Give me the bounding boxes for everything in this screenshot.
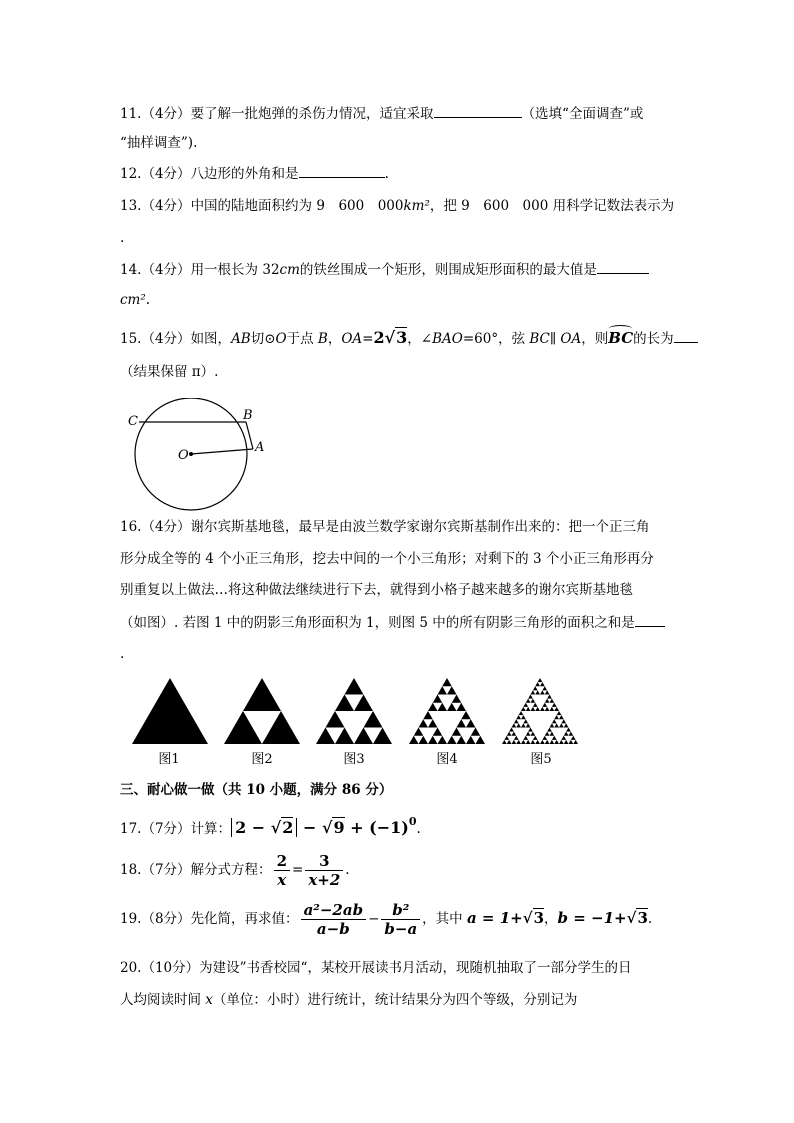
sierpinski-level-4-triangle bbox=[423, 711, 433, 719]
q11-continued: “抽样调查”). bbox=[120, 135, 198, 151]
sierpinski-level-5-triangle bbox=[552, 703, 557, 707]
q19-number: 19.（8分） bbox=[120, 911, 191, 927]
sierpinski-level-5-triangle bbox=[526, 723, 531, 727]
sierpinski-level-4-triangle bbox=[433, 695, 443, 703]
sierpinski-level-4-triangle bbox=[452, 728, 462, 736]
sierpinski-level-5-triangle bbox=[535, 682, 540, 686]
q19-text-mid: ，其中 bbox=[422, 911, 467, 927]
sierpinski-level-5-triangle bbox=[545, 690, 550, 694]
sierpinski-level-5-triangle bbox=[533, 736, 538, 740]
sierpinski-level-5-triangle bbox=[533, 686, 538, 690]
sierpinski-level-5-triangle bbox=[502, 740, 507, 744]
q11-tail: （选填“全面调查”或 bbox=[521, 106, 644, 122]
sierpinski-level-5-triangle bbox=[535, 707, 540, 711]
sierpinski-level-5-triangle bbox=[528, 695, 533, 699]
sierpinski-level-5-triangle bbox=[545, 740, 550, 744]
sierpinski-level-5-triangle bbox=[545, 732, 550, 736]
label-o: O bbox=[178, 448, 189, 463]
q20-x: x bbox=[205, 992, 213, 1008]
sierpinski-level-5-triangle bbox=[552, 736, 557, 740]
q15-b: B bbox=[317, 331, 328, 347]
sierpinski-level-5-triangle bbox=[538, 678, 543, 682]
sierpinski-level-5-triangle bbox=[531, 690, 536, 694]
q15-text: =60°，弦 bbox=[462, 331, 530, 347]
q17-sqrt9: 9 bbox=[333, 818, 345, 837]
sierpinski-level-5-triangle bbox=[512, 732, 517, 736]
sierpinski-level-5-triangle bbox=[531, 740, 536, 744]
q15-ab: AB bbox=[231, 331, 251, 347]
sierpinski-level-5-triangle bbox=[561, 719, 566, 723]
sierpinski-level-4-triangle bbox=[438, 686, 448, 694]
q19-tail: . bbox=[647, 911, 653, 927]
sierpinski-level-5-triangle bbox=[519, 711, 524, 715]
sierpinski-level-4-triangle bbox=[471, 728, 481, 736]
q13-tail: ，把 9 600 000 用科学记数法表示为 bbox=[429, 198, 675, 214]
sierpinski-level-4-triangle bbox=[428, 736, 438, 744]
sierpinski-level-1-triangle bbox=[132, 678, 208, 744]
q15-bc: BC bbox=[529, 331, 550, 347]
sierpinski-level-5-triangle bbox=[542, 736, 547, 740]
q20-text: 人均阅读时间 bbox=[120, 992, 206, 1008]
sierpinski-level-5-triangle bbox=[521, 707, 526, 711]
sierpinski-level-4-triangle bbox=[457, 736, 467, 744]
sierpinski-level-4-triangle bbox=[442, 678, 452, 686]
fig-label-3: 图3 bbox=[343, 752, 365, 767]
sierpinski-level-4-triangle bbox=[457, 703, 467, 711]
sierpinski-level-5-triangle bbox=[547, 695, 552, 699]
question-17: 17.（7分）计算： $2 - √2 - √9 + (-1)^0$. bbox=[120, 815, 421, 837]
q15-bao: BAO bbox=[432, 331, 463, 347]
q17-power-base: + (−1) bbox=[344, 818, 409, 837]
q18-fraction-left: $\frac{2}{x}$ bbox=[274, 853, 290, 889]
fig-label-1: 图1 bbox=[158, 752, 180, 767]
q18-equals: = bbox=[292, 862, 304, 878]
q15-figure bbox=[122, 398, 272, 514]
sierpinski-level-4-triangle bbox=[447, 686, 457, 694]
question-18 bbox=[120, 850, 350, 890]
sierpinski-level-5-triangle bbox=[552, 719, 557, 723]
sierpinski-level-3-triangle bbox=[335, 695, 354, 712]
sierpinski-level-5-triangle bbox=[540, 740, 545, 744]
label-c: C bbox=[128, 414, 138, 429]
sierpinski-level-5-triangle bbox=[545, 707, 550, 711]
q19-fraction-2: $\frac{\text{b²}}{b-a}$ bbox=[381, 902, 420, 938]
fig-label-4: 图4 bbox=[436, 752, 458, 767]
sierpinski-level-5-triangle bbox=[528, 728, 533, 732]
sierpinski-level-5-triangle bbox=[573, 740, 578, 744]
sierpinski-level-4-triangle bbox=[433, 728, 443, 736]
sierpinski-level-5-triangle bbox=[550, 723, 555, 727]
sierpinski-level-5-triangle bbox=[540, 690, 545, 694]
sierpinski-level-3-triangle bbox=[345, 678, 364, 695]
q16-line-2: 形分成全等的 4 个小正三角形，挖去中间的一个小三角形；对剩下的 3 个小正三角形再分 bbox=[120, 551, 654, 567]
sierpinski-level-5-triangle bbox=[569, 732, 574, 736]
q20-line-2 bbox=[120, 990, 577, 1010]
q16-answer-blank[interactable] bbox=[635, 612, 665, 627]
question-11 bbox=[120, 103, 643, 124]
sierpinski-level-4-triangle bbox=[428, 719, 438, 727]
sierpinski-level-4-triangle bbox=[428, 703, 438, 711]
sierpinski-level-5-triangle bbox=[523, 736, 528, 740]
sierpinski-level-5-triangle bbox=[547, 728, 552, 732]
q15-number: 15.（4分） bbox=[120, 331, 191, 347]
q13-number: 13.（4分） bbox=[120, 198, 191, 214]
sierpinski-level-5-triangle bbox=[550, 699, 555, 703]
sierpinski-level-5-triangle bbox=[533, 703, 538, 707]
q15-oa: OA bbox=[341, 331, 363, 347]
sierpinski-level-4-triangle bbox=[447, 703, 457, 711]
sierpinski-level-5-triangle bbox=[526, 707, 531, 711]
sierpinski-level-5-triangle bbox=[526, 699, 531, 703]
sierpinski-level-3-triangle bbox=[364, 711, 383, 728]
sierpinski-level-4-triangle bbox=[419, 719, 429, 727]
q15-o: O bbox=[275, 331, 287, 347]
q20-text: 为建设”书香校园“，某校开展读书月活动，现随机抽取了一部分学生的日 bbox=[199, 960, 632, 976]
sierpinski-level-5-triangle bbox=[516, 740, 521, 744]
sierpinski-level-5-triangle bbox=[521, 740, 526, 744]
sierpinski-level-3-triangle bbox=[373, 728, 392, 745]
q16-text: （如图）. 若图 1 中的阴影三角形面积为 1，则图 5 中的所有阴影三角形的面积之和是 bbox=[120, 615, 635, 631]
sierpinski-level-4-triangle bbox=[466, 736, 476, 744]
q12-tail: . bbox=[384, 166, 389, 182]
q11-answer-blank[interactable] bbox=[434, 103, 522, 118]
q15-answer-blank[interactable] bbox=[674, 328, 698, 343]
q15-oa: OA bbox=[560, 331, 582, 347]
sierpinski-level-4-triangle bbox=[461, 711, 471, 719]
q11-number: 11.（4分） bbox=[120, 106, 191, 122]
sierpinski-level-5-triangle bbox=[526, 732, 531, 736]
sierpinski-level-5-triangle bbox=[557, 711, 562, 715]
sierpinski-level-5-triangle bbox=[566, 728, 571, 732]
q18-fraction-right: $\frac{3}{x+2}$ bbox=[305, 853, 343, 889]
sierpinski-level-5-triangle bbox=[516, 715, 521, 719]
sierpinski-level-2-triangle bbox=[224, 711, 262, 744]
q18-number: 18.（7分） bbox=[120, 862, 191, 878]
q17-text: 计算： bbox=[190, 821, 232, 837]
sierpinski-level-5-triangle bbox=[559, 723, 564, 727]
q14-number: 14.（4分） bbox=[120, 262, 191, 278]
sierpinski-level-3-triangle bbox=[354, 728, 373, 745]
sierpinski-level-5-triangle bbox=[514, 719, 519, 723]
q12-text: 八边形的外角和是 bbox=[190, 166, 299, 182]
sierpinski-level-5-triangle bbox=[516, 723, 521, 727]
sierpinski-level-5-triangle bbox=[550, 740, 555, 744]
sierpinski-level-5-triangle bbox=[526, 740, 531, 744]
sierpinski-level-5-triangle bbox=[550, 707, 555, 711]
sierpinski-level-4-triangle bbox=[419, 736, 429, 744]
sierpinski-level-5-triangle bbox=[521, 715, 526, 719]
q19-text: 先化简，再求值： bbox=[190, 911, 299, 927]
segment-oa bbox=[191, 449, 253, 454]
q13-unit: km² bbox=[403, 198, 430, 214]
q15-text: 的长为 bbox=[633, 331, 674, 347]
q14-text-mid: 的铁丝围成一个矩形，则围成矩形面积的最大值是 bbox=[299, 262, 597, 278]
q17-number: 17.（7分） bbox=[120, 821, 191, 837]
q19-a-value: a = 1+√3 bbox=[466, 909, 545, 927]
q15-text: ， bbox=[327, 331, 342, 347]
q19-b-value: b = −1+√3 bbox=[557, 909, 648, 927]
q16-line-3: 别重复以上做法…将这种做法继续进行下去，就得到小格子越来越多的谢尔宾斯基地毯 bbox=[120, 582, 633, 598]
question-15: 15.（4分）如图，AB切⊙O于点 B，OA=2√3，∠BAO=60°，弦 BC∥ OA，则 BC的长为 bbox=[120, 328, 698, 349]
q15-text: = bbox=[362, 331, 374, 347]
fig-label-2: 图2 bbox=[251, 752, 273, 767]
sierpinski-level-3-triangle bbox=[335, 728, 354, 745]
sierpinski-level-5-triangle bbox=[564, 723, 569, 727]
q19-minus: − bbox=[368, 911, 380, 927]
q18-tail: . bbox=[345, 862, 350, 878]
sierpinski-level-5-triangle bbox=[514, 736, 519, 740]
label-b: B bbox=[243, 408, 253, 423]
sierpinski-level-5-triangle bbox=[554, 715, 559, 719]
sierpinski-level-5-triangle bbox=[531, 732, 536, 736]
q17-tail: . bbox=[416, 821, 421, 837]
q15-text: 于点 bbox=[286, 331, 318, 347]
q13-text: 中国的陆地面积约为 9 600 000 bbox=[190, 198, 404, 214]
sierpinski-level-5-triangle bbox=[512, 740, 517, 744]
q15-text: ∥ bbox=[549, 331, 561, 347]
q17-exponent: 0 bbox=[408, 815, 417, 828]
sierpinski-level-5-triangle bbox=[564, 732, 569, 736]
label-a: A bbox=[255, 440, 265, 455]
q11-text: 要了解一批炮弹的杀伤力情况，适宜采取 bbox=[190, 106, 434, 122]
sierpinski-level-5-triangle bbox=[559, 740, 564, 744]
sierpinski-level-4-triangle bbox=[457, 719, 467, 727]
sierpinski-level-5-triangle bbox=[535, 740, 540, 744]
sierpinski-level-4-triangle bbox=[414, 728, 424, 736]
q14-answer-blank[interactable] bbox=[597, 259, 649, 274]
section-3-header: 三、耐心做一做（共 10 小题，满分 86 分） bbox=[120, 782, 393, 798]
q19-fraction-1: $\frac{\text{a²−2ab}}{a-b}$ bbox=[301, 902, 367, 938]
sierpinski-level-4-triangle bbox=[409, 736, 419, 744]
sierpinski-level-5-triangle bbox=[507, 740, 512, 744]
sierpinski-level-5-triangle bbox=[504, 736, 509, 740]
q15-text: 如图， bbox=[190, 331, 232, 347]
sierpinski-level-5-triangle bbox=[554, 707, 559, 711]
sierpinski-level-2-triangle bbox=[262, 711, 300, 744]
q12-number: 12.（4分） bbox=[120, 166, 191, 182]
question-12 bbox=[120, 163, 389, 184]
q15-text: 切⊙ bbox=[250, 331, 276, 347]
sierpinski-level-5-triangle bbox=[559, 715, 564, 719]
sierpinski-level-5-triangle bbox=[531, 699, 536, 703]
q15-arc-bc: BC bbox=[608, 328, 633, 348]
sierpinski-level-5-triangle bbox=[571, 736, 576, 740]
sierpinski-level-5-triangle bbox=[540, 707, 545, 711]
sierpinski-level-5-triangle bbox=[542, 703, 547, 707]
question-19 bbox=[120, 898, 652, 938]
sierpinski-level-5-triangle bbox=[531, 707, 536, 711]
sierpinski-level-5-triangle bbox=[554, 723, 559, 727]
sierpinski-level-5-triangle bbox=[545, 699, 550, 703]
question-13 bbox=[120, 196, 674, 216]
q19-sep: ， bbox=[544, 911, 558, 927]
sierpinski-level-3-triangle bbox=[316, 728, 335, 745]
sierpinski-level-2-triangle bbox=[243, 678, 281, 711]
q12-answer-blank[interactable] bbox=[299, 163, 385, 178]
q15-continued: （结果保留 π）. bbox=[120, 364, 219, 380]
sierpinski-level-5-triangle bbox=[523, 719, 528, 723]
sierpinski-level-4-triangle bbox=[438, 703, 448, 711]
sierpinski-level-4-triangle bbox=[438, 736, 448, 744]
question-16 bbox=[120, 517, 650, 537]
q13-continued: . bbox=[120, 230, 125, 246]
tangent-ab bbox=[246, 422, 253, 449]
q16-figure bbox=[120, 676, 590, 746]
sierpinski-level-4-triangle bbox=[452, 695, 462, 703]
sierpinski-level-5-triangle bbox=[540, 682, 545, 686]
q16-number: 16.（4分） bbox=[120, 519, 191, 535]
q17-minus: − bbox=[297, 818, 322, 837]
q15-text: ，则 bbox=[581, 331, 609, 347]
sierpinski-level-5-triangle bbox=[569, 740, 574, 744]
q16-line-4 bbox=[120, 612, 665, 633]
q20-text: （单位：小时）进行统计，统计结果分为四个等级，分别记为 bbox=[212, 992, 578, 1008]
q18-text: 解分式方程： bbox=[190, 862, 272, 878]
q17-abs-expr: 2 − √2 bbox=[231, 818, 297, 837]
q20-number: 20.（10分） bbox=[120, 960, 200, 976]
sierpinski-level-5-triangle bbox=[523, 703, 528, 707]
q16-line-5: . bbox=[120, 646, 125, 662]
fig-label-5: 图5 bbox=[530, 752, 552, 767]
sierpinski-level-5-triangle bbox=[554, 740, 559, 744]
sierpinski-level-4-triangle bbox=[466, 719, 476, 727]
sierpinski-level-5-triangle bbox=[564, 740, 569, 744]
question-14 bbox=[120, 259, 649, 280]
sierpinski-level-5-triangle bbox=[542, 686, 547, 690]
q14-unit: cm bbox=[279, 262, 300, 278]
sierpinski-level-5-triangle bbox=[561, 736, 566, 740]
question-20 bbox=[120, 958, 631, 978]
sierpinski-level-3-triangle bbox=[354, 695, 373, 712]
sierpinski-level-5-triangle bbox=[521, 723, 526, 727]
sierpinski-level-5-triangle bbox=[509, 728, 514, 732]
q16-text: 谢尔宾斯基地毯，最早是由波兰数学家谢尔宾斯基制作出来的：把一个正三角 bbox=[190, 519, 650, 535]
sierpinski-level-5-triangle bbox=[507, 732, 512, 736]
center-point bbox=[189, 452, 193, 456]
q14-text: 用一根长为 32 bbox=[190, 262, 280, 278]
q15-value: 2 bbox=[373, 328, 385, 347]
sierpinski-level-5-triangle bbox=[512, 723, 517, 727]
sierpinski-level-5-triangle bbox=[535, 690, 540, 694]
sierpinski-level-4-triangle bbox=[447, 736, 457, 744]
sierpinski-level-4-triangle bbox=[476, 736, 486, 744]
sierpinski-level-3-triangle bbox=[326, 711, 345, 728]
q15-sqrt-arg: 3 bbox=[396, 328, 408, 347]
q15-text: ，∠ bbox=[407, 331, 433, 347]
sierpinski-level-5-triangle bbox=[550, 732, 555, 736]
q14-continued: cm². bbox=[120, 292, 151, 308]
